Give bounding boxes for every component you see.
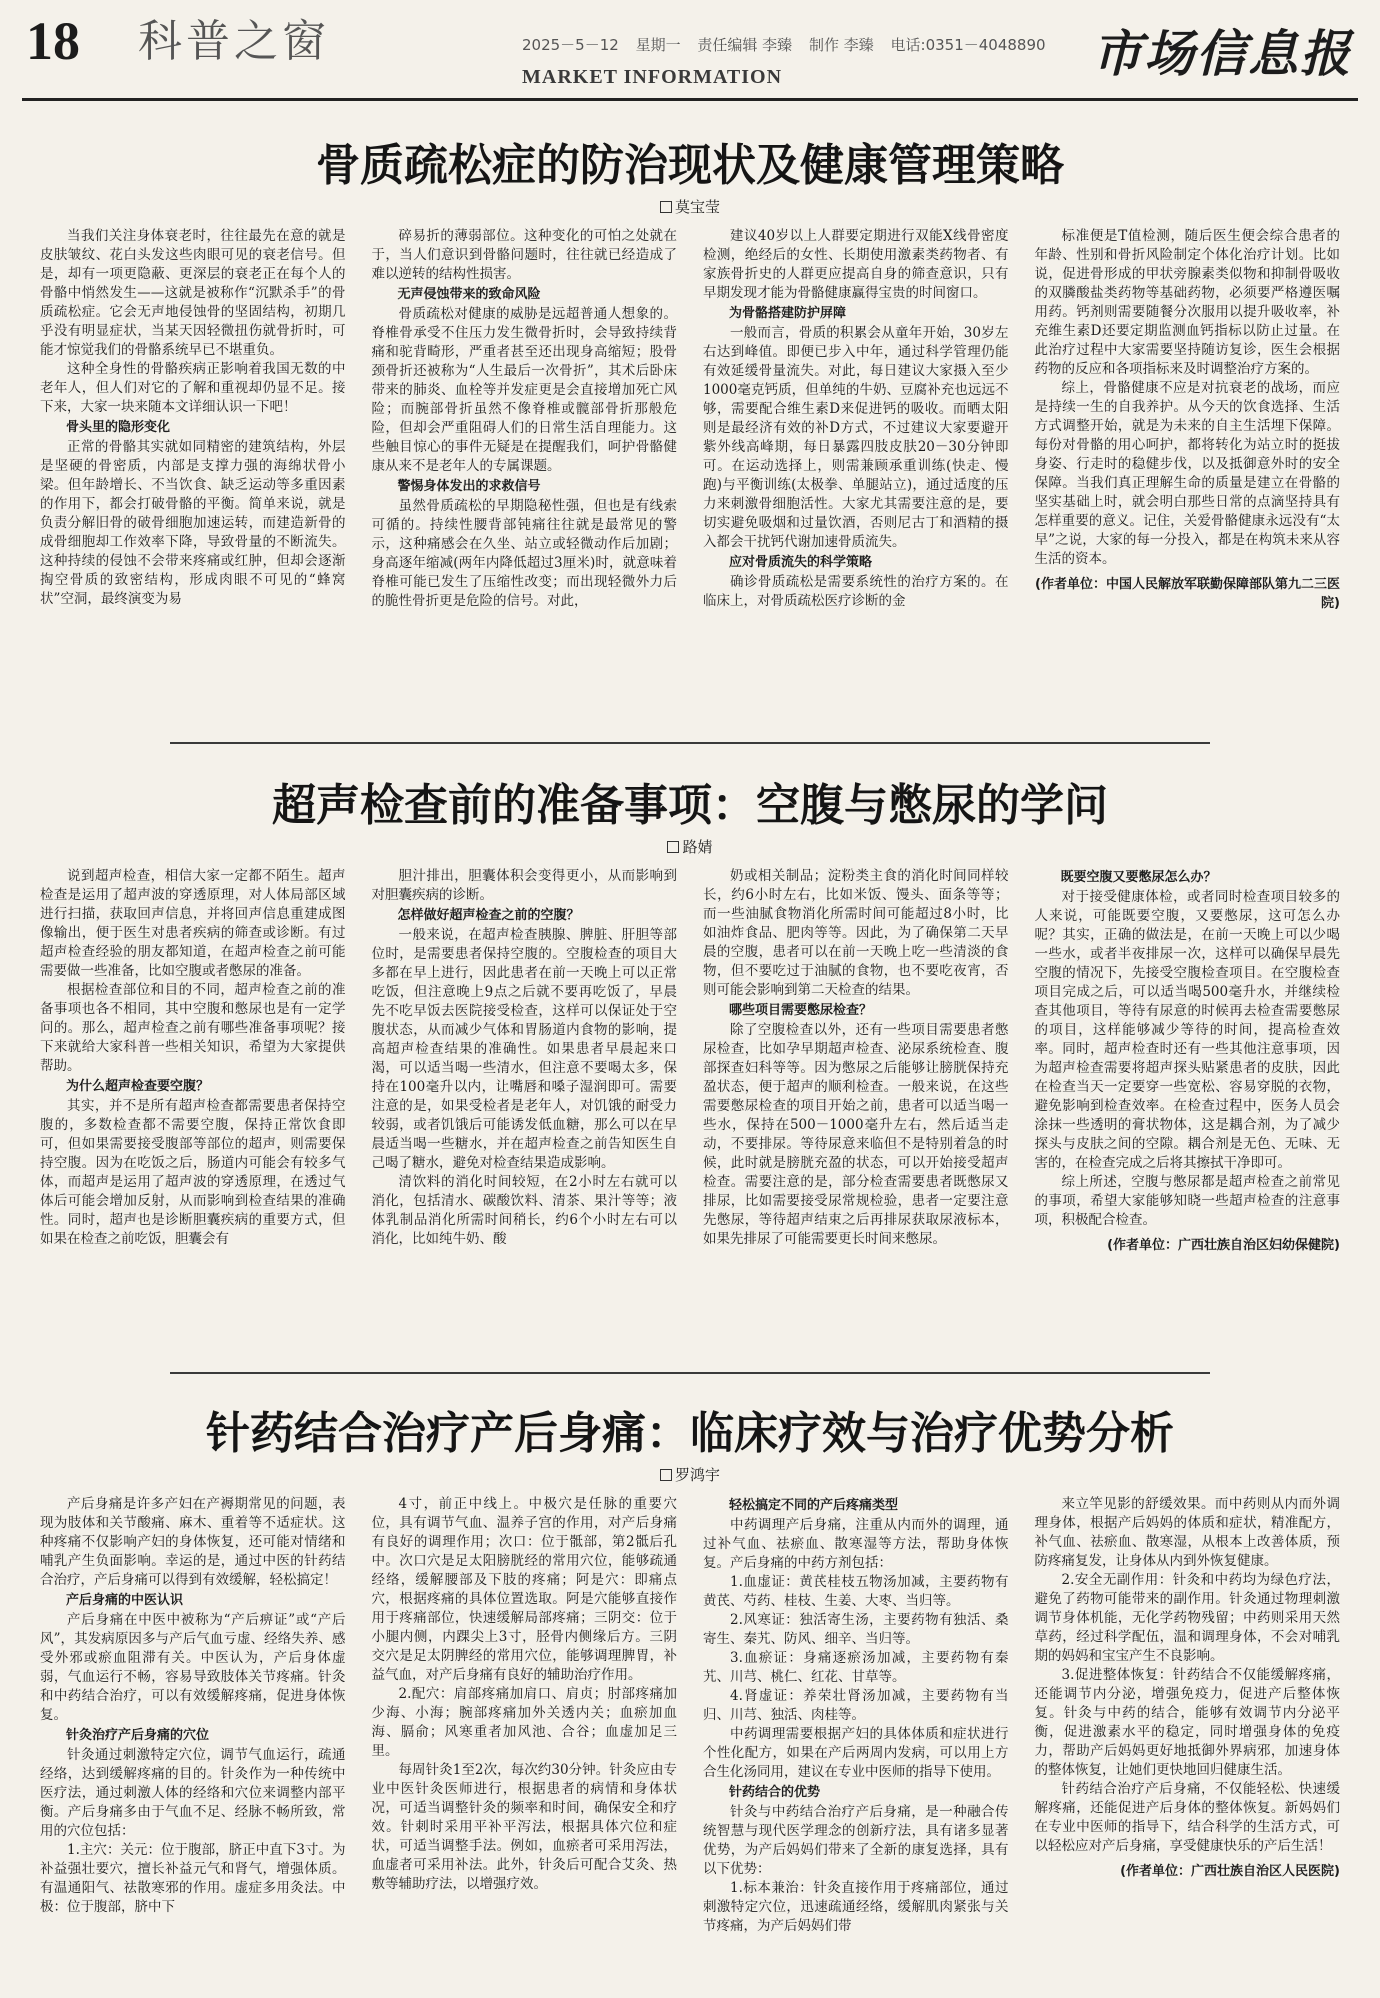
issue-weekday: 星期一 [635,36,681,54]
subheading: 轻松搞定不同的产后疼痛类型 [729,1498,899,1513]
article-postpartum [22,1408,1358,1936]
article-columns [22,1495,1358,1936]
article-title: 超声检查前的准备事项：空腹与憋尿的学问 [272,780,1108,831]
article-column [40,227,346,613]
paper-english-name: MARKET INFORMATION [522,66,783,88]
article-byline [22,836,1358,857]
paragraph: 产后身痛是许多产妇在产褥期常见的问题，表现为肢体和关节酸痛、麻木、重着等不适症状。这种疼痛不仅影响产妇的身体恢复，还可能对情绪和哺乳产生负面影响。幸运的是，通过中医的针药结合治疗，产后身痛可以得到有效缓解，轻松搞定！ [40,1496,346,1588]
paragraph: 每周针灸1至2次，每次约30分钟。针灸应由专业中医针灸医师进行，根据患者的病情和身体状况，可适当调整针灸的频率和时间，确保安全和疗效。针刺时采用平补平泻法，根据具体穴位和症状，可适当调整手法。例如，血瘀者可采用泻法，血虚者可采用补法。此外，针灸后可配合艾灸、热敷等辅助疗法，以增强疗效。 [371,1762,677,1892]
byline-box-icon [667,841,679,853]
paragraph: 1.血虚证：黄芪桂枝五物汤加减，主要药物有黄芪、芍药、桂枝、生姜、大枣、当归等。 [703,1574,1009,1609]
article-column [372,227,678,613]
article-column [703,867,1009,1255]
paragraph: 1.主穴：关元：位于腹部，脐正中直下3寸。为补益强壮要穴，擅长补益元气和肾气，增强体质。有温通阳气、祛散寒邪的作用。虚症多用灸法。中极：位于腹部，脐中下 [40,1842,346,1915]
section-divider [170,1372,1210,1374]
paragraph: 2.配穴：肩部疼痛加肩口、肩贞；肘部疼痛加少海、小海；腕部疼痛加外关透内关；血瘀加血海、膈俞；风寒重者加风池、合谷；血虚加足三里。 [371,1686,677,1759]
paragraph: 3.促进整体恢复：针药结合不仅能缓解疼痛，还能调节内分泌，增强免疫力，促进产后整体恢复。针灸与中药的结合，能够有效调节内分泌平衡，促进激素水平的稳定，同时增强身体的免疫力，帮助产后妈妈更好地抵御外界病邪，加速身体的整体恢复，让她们更快地回归健康生活。 [1034,1667,1340,1778]
article-byline [22,196,1358,217]
paragraph: 4.肾虚证：养荣壮肾汤加减，主要药物有当归、川芎、独活、肉桂等。 [703,1688,1009,1723]
subheading: 针灸治疗产后身痛的穴位 [66,1728,210,1743]
article-column [372,1495,678,1936]
article-column [703,227,1009,613]
paragraph: 正常的骨骼其实就如同精密的建筑结构，外层是坚硬的骨密质，内部是支撑力强的海绵状骨小梁。但年龄增长、不当饮食、缺乏运动等多重因素的作用下，都会打破骨骼的平衡。简单来说，就是负责分解旧骨的破骨细胞加速运转，而建造新骨的成骨细胞却工作效率下降，导致骨量的不断流失。这种持续的侵蚀不会带来疼痛或红肿，但却会逐渐掏空骨质的致密结构，形成肉眼不可见的“蜂窝状”空洞，最终演变为易 [40,439,346,607]
paragraph: 根据检查部位和目的不同，超声检查之前的准备事项也各不相同，其中空腹和憋尿也是有一定学问的。那么，超声检查之前有哪些准备事项呢？接下来就给大家科普一些相关知识，希望为大家提供帮助。 [40,982,346,1074]
author-affiliation: (作者单位：广西壮族自治区人民医院) [1120,1864,1340,1879]
article-column [1035,867,1341,1255]
paragraph: 碎易折的薄弱部位。这种变化的可怕之处就在于，当人们意识到骨骼问题时，往往就已经造成了难以逆转的结构性损害。 [371,228,677,282]
paragraph: 2.安全无副作用：针灸和中药均为绿色疗法，避免了药物可能带来的副作用。针灸通过物理刺激调节身体机能，无化学药物残留；中药则采用天然草药，经过科学配伍，温和调理身体，不会对哺乳期的妈妈和宝宝产生不良影响。 [1034,1572,1340,1664]
subheading: 产后身痛的中医认识 [66,1593,184,1608]
paper-logo: 市场信息报 [1092,24,1352,83]
issue-date: 2025－5－12 [522,36,619,54]
subheading: 针药结合的优势 [729,1785,821,1800]
subheading: 骨头里的隐形变化 [66,420,171,435]
paragraph: 2.风寒证：独活寄生汤，主要药物有独活、桑寄生、秦艽、防风、细辛、当归等。 [703,1612,1009,1647]
author-affiliation: (作者单位：中国人民解放军联勤保障部队第九二三医院) [1035,577,1340,611]
paragraph: 对于接受健康体检，或者同时检查项目较多的人来说，可能既要空腹，又要憋尿，这可怎么办呢？其实，正确的做法是，在前一天晚上可以少喝一些水，或者半夜排尿一次，这样可以确保早晨先空腹的情况下，先接受空腹检查项目。在空腹检查项目完成之后，可以适当喝500毫升水，并继续检查其他项目，等待有尿意的时候再去检查需要憋尿的项目，这样能够减少等待的时间，提高检查效率。同时，超声检查时还有一些其他注意事项，因为超声检查需要将超声探头贴紧患者的皮肤，因此在检查当天一定要穿一些宽松、容易穿脱的衣物，避免影响到检查效率。在检查过程中，医务人员会涂抹一些透明的膏状物体，这是耦合剂，为了减少探头与皮肤之间的空隙。耦合剂是无色、无味、无害的，在检查完成之后将其擦拭干净即可。 [1034,889,1340,1171]
issue-meta [522,34,1058,55]
article-author: 路婧 [682,838,713,856]
paragraph: 骨质疏松对健康的威胁是远超普通人想象的。脊椎骨承受不住压力发生微骨折时，会导致持续背痛和驼背畸形，严重者甚至还出现身高缩短；股骨颈骨折还被称为“人生最后一次骨折”，其术后卧床带来的肺炎、血栓等并发症更是会直接增加死亡风险；而腕部骨折虽然不像脊椎或髋部骨折那般危险，但却会严重阻碍人们的日常生活自理能力。这些触目惊心的事件无疑是在提醒我们，呵护骨骼健康从来不是老年人的专属课题。 [371,306,677,474]
article-author: 莫宝莹 [674,198,720,216]
paragraph: 针灸通过刺激特定穴位，调节气血运行，疏通经络，达到缓解疼痛的目的。针灸作为一种传统中医疗法，通过刺激人体的经络和穴位来调整内部平衡。产后身痛多由于气血不足、经脉不畅所致，常用的穴位包括： [40,1747,346,1839]
article-column [40,1495,346,1936]
subheading: 应对骨质流失的科学策略 [729,555,873,570]
paragraph: 综上所述，空腹与憋尿都是超声检查之前常见的事项，希望大家能够知晓一些超声检查的注意事项，积极配合检查。 [1034,1174,1340,1228]
subheading: 怎样做好超声检查之前的空腹？ [397,908,580,923]
article-column [1035,1495,1341,1936]
paragraph: 奶或相关制品；淀粉类主食的消化时间同样较长，约6小时左右，比如米饭、馒头、面条等等；而一些油腻食物消化所需时间可能超过8小时，比如油炸食品、肥肉等等。因此，为了确保第二天早晨的空腹，患者可以在前一天晚上吃一些清淡的食物，但不要吃过于油腻的食物，也不要吃夜宵，否则可能会影响到第二天检查的结果。 [703,868,1009,998]
subheading: 既要空腹又要憋尿怎么办？ [1060,870,1217,885]
paragraph: 一般而言，骨质的积累会从童年开始，30岁左右达到峰值。即便已步入中年，通过科学管理仍能有效延缓骨量流失。对此，每日建议大家摄入至少1000毫克钙质，但单纯的牛奶、豆腐补充也远远不够，需要配合维生素D来促进钙的吸收。而晒太阳则是最经济有效的补D方式，不过建议大家要避开紫外线高峰期，每日暴露四肢皮肤20－30分钟即可。在运动选择上，则需兼顾承重训练(快走、慢跑)与平衡训练(太极拳、单腿站立)，通过适度的压力来刺激骨细胞活性。大家尤其需要注意的是，要切实避免吸烟和过量饮酒，否则尼古丁和酒精的摄入都会干扰钙代谢加速骨质流失。 [703,325,1009,550]
article-column [1035,227,1341,613]
subheading: 为骨骼搭建防护屏障 [729,306,847,321]
article-column [40,867,346,1255]
paragraph: 清饮料的消化时间较短，在2小时左右就可以消化，包括清水、碳酸饮料、清茶、果汁等等；液体乳制品消化所需时间稍长，约6个小时左右可以消化，比如纯牛奶、酸 [371,1174,677,1247]
section-name: 科普之窗 [138,16,330,67]
page-number: 18 [26,11,80,71]
paragraph: 当我们关注身体衰老时，往往最先在意的就是皮肤皱纹、花白头发这些肉眼可见的衰老信号。但是，却有一项更隐蔽、更深层的衰老正在每个人的骨骼中悄然发生——这就是被称作“沉默杀手”的骨质疏松症。它会无声地侵蚀骨的坚固结构，初期几乎没有明显症状，当某天因轻微扭伤就骨折时，可能才惊觉我们的骨骼系统早已不堪重负。 [40,228,346,358]
paragraph: 来立竿见影的舒缓效果。而中药则从内而外调理身体，根据产后妈妈的体质和症状，精准配方，补气血、祛瘀血、散寒湿，从根本上改善体质，预防疼痛复发，让身体从内到外恢复健康。 [1034,1496,1340,1569]
subheading: 无声侵蚀带来的致命风险 [397,287,541,302]
subheading: 为什么超声检查要空腹？ [66,1079,210,1094]
article-columns [22,867,1358,1255]
subheading: 警惕身体发出的求救信号 [397,479,541,494]
paragraph: 产后身痛在中医中被称为“产后痹证”或“产后风”，其发病原因多与产后气血亏虚、经络失养、感受外邪或瘀血阻滞有关。中医认为，产后身体虚弱，气血运行不畅，容易导致肢体关节疼痛。针灸和中药结合治疗，可以有效缓解疼痛，促进身体恢复。 [40,1612,346,1723]
paragraph: 其实，并不是所有超声检查都需要患者保持空腹的，多数检查都不需要空腹，保持正常饮食即可，但如果需要接受腹部等部位的超声，则需要保持空腹。因为在吃饭之后，肠道内可能会有较多气体，而超声是运用了超声波的穿透原理，在透过气体后可能会增加反射，从而影响到检查结果的准确性。同时，超声也是诊断胆囊疾病的重要方式，但如果在检查之前吃饭，胆囊会有 [40,1098,346,1247]
article-author: 罗鸿宇 [674,1466,720,1484]
masthead [0,0,1380,96]
article-column [703,1495,1009,1936]
paragraph: 说到超声检查，相信大家一定都不陌生。超声检查是运用了超声波的穿透原理，对人体局部区域进行扫描，获取回声信息，并将回声信息重建成图像输出，便于医生对患者疾病的筛查或诊断。有过超声检查经验的朋友都知道，在超声检查之前可能需要做一些准备，比如空腹或者憋尿的准备。 [40,868,346,979]
paragraph: 除了空腹检查以外，还有一些项目需要患者憋尿检查，比如孕早期超声检查、泌尿系统检查、腹部探查妇科等等。因为憋尿之后能够让膀胱保持充盈状态，便于超声的顺利检查。一般来说，在这些需要憋尿检查的项目开始之前，患者可以适当喝一些水，保持在500－1000毫升左右，然后适当走动，不要排尿。等待尿意来临但不是特别着急的时候，此时就是膀胱充盈的状态，可以开始接受超声检查。需要注意的是，部分检查需要患者既憋尿又排尿，比如需要接受尿常规检验，患者一定要注意先憋尿，等待超声结束之后再排尿获取尿液标本，如果先排尿了可能需要更长时间来憋尿。 [703,1022,1009,1247]
article-columns [22,227,1358,613]
article-byline [22,1464,1358,1485]
paragraph: 一般来说，在超声检查胰腺、脾脏、肝胆等部位时，是需要患者保持空腹的。空腹检查的项目大多都在早上进行，因此患者在前一天晚上可以正常吃饭，但注意晚上9点之后就不要再吃饭了，早晨先不吃早饭去医院接受检查，这样可以保证处于空腹状态，从而减少气体和胃肠道内食物的影响，提高超声检查结果的准确性。如果患者早晨起来口渴，可以适当喝一些清水，但注意不要喝太多，保持在100毫升以内，让嘴唇和嗓子湿润即可。需要注意的是，如果受检者是老年人，对饥饿的耐受力较弱，或者饥饿后可能诱发低血糖，那么可以在早晨适当喝一些糖水，并在超声检查之前告知医生自己喝了糖水，避免对检查结果造成影响。 [371,927,677,1171]
paragraph: 1.标本兼治：针灸直接作用于疼痛部位，通过刺激特定穴位，迅速疏通经络，缓解肌肉紧张与关节疼痛，为产后妈妈们带 [703,1880,1009,1934]
producer-credit: 制作 李臻 [808,36,874,54]
article-column [372,867,678,1255]
paragraph: 4寸，前正中线上。中极穴是任脉的重要穴位，具有调节气血、温养子宫的作用，对产后身痛有良好的调理作用；次口：位于骶部，第2骶后孔中。次口穴是足太阳膀胱经的常用穴位，能够疏通经络，缓解腰部及下肢的疼痛；阿是穴：即痛点穴，根据疼痛的具体位置选取。阿是穴能够直接作用于疼痛部位，快速缓解局部疼痛；三阴交：位于小腿内侧，内踝尖上3寸，胫骨内侧缘后方。三阴交穴是足太阴脾经的常用穴位，能够调理脾胃，补益气血，对产后身痛有良好的辅助治疗作用。 [371,1496,677,1683]
byline-box-icon [660,1469,672,1481]
article-title: 骨质疏松症的防治现状及健康管理策略 [316,140,1064,191]
paragraph: 标准便是T值检测，随后医生便会综合患者的年龄、性别和骨折风险制定个体化治疗计划。比如说，促进骨形成的甲状旁腺素类似物和抑制骨吸收的双膦酸盐类药物等基础药物，必须要严格遵医嘱用药。钙剂则需要随餐分次服用以提升吸收率，补充维生素D还要定期监测血钙指标以防止过量。在此治疗过程中大家需要坚持随访复诊，医生会根据药物的反应和各项指标来及时调整治疗方案的。 [1034,228,1340,377]
paragraph: 综上，骨骼健康不应是对抗衰老的战场，而应是持续一生的自我养护。从今天的饮食选择、生活方式调整开始，就是为未来的自主生活埋下保障。每份对骨骼的用心呵护，都将转化为站立时的挺拔身姿、行走时的稳健步伐，以及抵御意外时的安全保障。当我们真正理解生命的质量是建立在骨骼的坚实基础上时，就会明白那些日常的点滴坚持具有怎样重要的意义。记住，关爱骨骼健康永远没有“太早”之说，大家的每一分投入，都是在构筑未来从容生活的资本。 [1034,380,1340,567]
paragraph: 中药调理产后身痛，注重从内而外的调理，通过补气血、祛瘀血、散寒湿等方法，帮助身体恢复。产后身痛的中药方剂包括： [703,1517,1009,1571]
paragraph: 胆汁排出，胆囊体积会变得更小，从而影响到对胆囊疾病的诊断。 [371,868,677,903]
author-affiliation: (作者单位：广西壮族自治区妇幼保健院) [1107,1238,1340,1253]
byline-box-icon [660,201,672,213]
paragraph: 针灸与中药结合治疗产后身痛，是一种融合传统智慧与现代医学理念的创新疗法，具有诸多显著优势，为产后妈妈们带来了全新的康复选择，具有以下优势： [703,1804,1009,1877]
paragraph: 3.血瘀证：身痛逐瘀汤加减，主要药物有秦艽、川芎、桃仁、红花、甘草等。 [703,1650,1009,1685]
article-ultrasound [22,780,1358,1255]
article-osteoporosis [22,140,1358,613]
article-title: 针药结合治疗产后身痛：临床疗效与治疗优势分析 [206,1408,1174,1459]
section-divider [170,742,1210,744]
paragraph: 确诊骨质疏松是需要系统性的治疗方案的。在临床上，对骨质疏松医疗诊断的金 [703,574,1009,609]
editor-credit: 责任编辑 李臻 [697,36,793,54]
paragraph: 虽然骨质疏松的早期隐秘性强，但也是有线索可循的。持续性腰背部钝痛往往就是最常见的警示，这种痛感会在久坐、站立或轻微动作后加剧；身高逐年缩减(两年内降低超过3厘米)时，就意味着脊椎可能已发生了压缩性改变；而出现轻微外力后的脆性骨折更是危险的信号。对此， [371,498,677,609]
paragraph: 这种全身性的骨骼疾病正影响着我国无数的中老年人，但人们对它的了解和重视却仍显不足。接下来，大家一块来随本文详细认识一下吧！ [40,361,346,415]
contact-phone: 电话:0351－4048890 [890,36,1046,54]
subheading: 哪些项目需要憋尿检查？ [729,1003,873,1018]
paragraph: 中药调理需要根据产妇的具体体质和症状进行个性化配方，如果在产后两周内发病，可以用上方合生化汤同用，建议在专业中医师的指导下使用。 [703,1726,1009,1780]
paragraph: 针药结合治疗产后身痛，不仅能轻松、快速缓解疼痛，还能促进产后身体的整体恢复。新妈妈们在专业中医师的指导下，结合科学的生活方式，可以轻松应对产后身痛，享受健康快乐的产后生活！ [1034,1781,1340,1854]
paragraph: 建议40岁以上人群要定期进行双能X线骨密度检测，绝经后的女性、长期使用激素类药物者、有家族骨折史的人群更应提高自身的筛查意识，只有早期发现才能为骨骼健康赢得宝贵的时间窗口。 [703,228,1009,301]
masthead-rule [22,98,1358,101]
